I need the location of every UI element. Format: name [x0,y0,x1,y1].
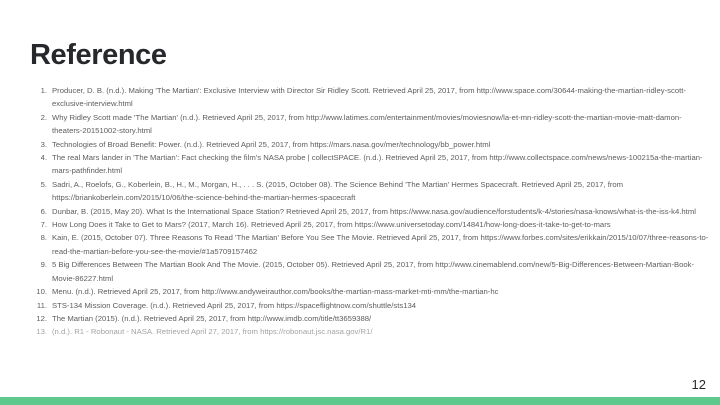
reference-item [35,138,709,151]
reference-text: Producer, D. B. (n.d.). Making 'The Martian': Exclusive Interview with Director Sir Ridley Scott. Retrieved April 25, 2017, from http://www.space.com/30644-making-the-martian-ridley-scott-exclusive-interview.html [52,86,686,109]
reference-item [35,312,709,325]
reference-number: 6. [40,206,47,216]
reference-number: 8. [40,233,47,243]
slide-title: Reference [30,39,167,71]
reference-text: Kain, E. (2015, October 07). Three Reasons To Read 'The Martian' Before You See The Movie. Retrieved April 25, 2017, from https://www.forbes.com/sites/erikkain/2015/10/07/three-reasons-to-read-the-martian-before-you-see-the-movie/#1a5709157462 [52,233,709,256]
reference-item [35,218,709,231]
reference-text: How Long Does it Take to Get to Mars? (2017, March 16). Retrieved April 25, 2017, from https://www.universetoday.com/14841/how-long-does-it-take-to-get-to-mars [52,220,611,230]
page-number: 12 [691,377,706,392]
reference-text: Technologies of Broad Benefit: Power. (n.d.). Retrieved April 25, 2017, from https://mars.nasa.gov/mer/technology/bb_power.html [52,139,491,149]
reference-text: STS-134 Mission Coverage. (n.d.). Retrieved April 25, 2017, from https://spaceflightnow.com/shuttle/sts134 [52,300,417,310]
bottom-accent-bar [0,397,720,405]
reference-number: 3. [40,139,47,149]
reference-item [35,231,709,258]
reference-item [35,325,709,338]
reference-number: 5. [40,179,47,189]
reference-item [35,285,709,298]
reference-item [35,258,709,285]
reference-text: The real Mars lander in 'The Martian': Fact checking the film's NASA probe | collectSPACE. (n.d.). Retrieved April 25, 2017, from http://www.collectspace.com/news/news-100215a-the-martian-mars-pathfinder.html [52,153,703,176]
reference-text: Dunbar, B. (2015, May 20). What Is the International Space Station? Retrieved April 25, 2017, from https://www.nasa.gov/audience/forstudents/k-4/stories/nasa-knows/what-is-the-iss-k4.html [52,206,696,216]
reference-number: 11. [36,300,47,310]
reference-item [35,205,709,218]
reference-text: Sadri, A., Roelofs, G., Koberlein, B., H., M., Morgan, H., . . . S. (2015, October 08). The Science Behind 'The Martian' Hermes Spacecraft. Retrieved April 25, 2017, from https://briankoberlein.com/2015/10/06/the-science-behind-the-martian-hermes-spacecraft [52,179,624,203]
reference-item [35,151,709,178]
reference-text: The Martian (2015). (n.d.). Retrieved April 25, 2017, from http://www.imdb.com/title/tt3659388/ [52,313,372,323]
reference-text: Menu. (n.d.). Retrieved April 25, 2017, from http://www.andyweirauthor.com/books/the-martian-mass-market-mti-mm/the-martian-hc [52,287,499,297]
reference-item [35,111,709,138]
reference-number: 1. [40,86,47,95]
reference-item [35,299,709,312]
reference-number: 10. [36,287,47,297]
reference-text: 5 Big Differences Between The Martian Book And The Movie. (2015, October 05). Retrieved April 25, 2017, from http://www.cinemablend.com/new/5-Big-Differences-Between-Martian-Book-Movie-86227.html [52,260,695,283]
reference-number: 4. [40,153,47,163]
reference-item [35,178,709,205]
reference-number: 2. [40,112,47,122]
reference-number: 9. [40,260,47,270]
reference-number: 13. [36,327,47,337]
reference-list [35,84,709,339]
reference-item [35,84,709,111]
reference-text: (n.d.). R1 - Robonaut - NASA. Retrieved April 27, 2017, from https://robonaut.jsc.nasa.gov/R1/ [52,327,373,337]
reference-number: 7. [40,220,47,230]
reference-text: Why Ridley Scott made 'The Martian' (n.d.). Retrieved April 25, 2017, from http://www.latimes.com/entertainment/movies/moviesnow/la-et-mn-ridley-scott-the-martian-movie-matt-damon-theaters-20151002-story.html [52,112,682,136]
reference-number: 12. [36,313,47,323]
